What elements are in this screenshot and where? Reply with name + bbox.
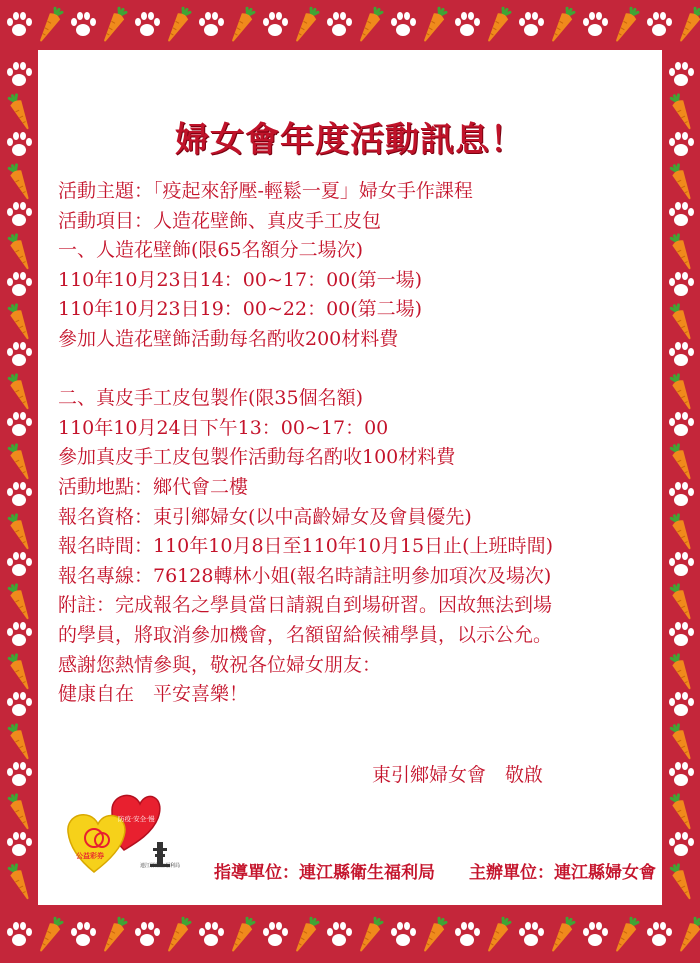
paw-print-icon (4, 340, 34, 370)
carrot-icon (542, 912, 583, 959)
carrot-icon (94, 912, 135, 959)
carrot-icon (222, 2, 263, 49)
carrot-icon (478, 2, 519, 49)
paw-print-icon (4, 690, 34, 720)
carrot-icon (286, 912, 327, 959)
line-section-2: 二、真皮手工皮包製作(限35個名額) (58, 387, 364, 410)
carrot-icon (30, 912, 71, 959)
carrot-icon (286, 2, 327, 49)
paw-print-icon (666, 480, 696, 510)
paw-print-icon (4, 270, 34, 300)
line-thanks: 感謝您熱情參與，敬祝各位婦女朋友： (58, 653, 382, 676)
carrot-icon (350, 2, 391, 49)
paw-print-icon (4, 760, 34, 790)
line-session-2: 110年10月23日19：00~22：00(第二場) (58, 298, 423, 321)
carrot-icon (158, 2, 199, 49)
notice-body (58, 177, 658, 710)
carrot-icon (663, 89, 700, 135)
line-theme: 活動主題：「疫起來舒壓-輕鬆一夏」婦女手作課程 (58, 180, 473, 202)
paw-print-icon (4, 620, 34, 650)
carrot-icon (606, 912, 647, 959)
line-wishes: 健康自在 平安喜樂！ (58, 683, 249, 706)
carrot-icon (222, 912, 263, 959)
carrot-icon (663, 229, 700, 275)
notice-title: 婦女會年度活動訊息！ (175, 120, 525, 160)
line-note-1: 附註：完成報名之學員當日請親自到場研習。因故無法到場 (58, 594, 553, 617)
carrot-icon (1, 649, 40, 695)
line-session-3: 110年10月24日下午13：00~17：00 (58, 416, 389, 439)
svg-text:公益彩券: 公益彩券 (76, 852, 104, 860)
carrot-icon (606, 2, 647, 49)
paw-print-icon (666, 760, 696, 790)
carrot-icon (94, 2, 135, 49)
carrot-icon (350, 912, 391, 959)
carrot-icon (670, 912, 700, 959)
carrot-icon (663, 369, 700, 415)
line-signup-time: 報名時間：110年10月8日至110年10月15日止(上班時間) (58, 535, 553, 558)
line-fee-2: 參加真皮手工皮包製作活動每名酌收100材料費 (58, 446, 456, 469)
line-section-1: 一、人造花壁飾(限65名額分二場次) (58, 239, 364, 262)
line-location: 活動地點：鄉代會二樓 (58, 475, 249, 498)
carrot-icon (663, 789, 700, 835)
carrot-icon (663, 299, 700, 345)
line-signup-phone: 報名專線：76128轉林小姐(報名時請註明參加項次及場次) (58, 564, 552, 587)
carrot-icon (663, 579, 700, 625)
carrot-icon (663, 159, 700, 205)
carrot-icon (663, 509, 700, 555)
carrot-icon (1, 229, 40, 275)
carrot-icon (542, 2, 583, 49)
carrot-icon (1, 369, 40, 415)
carrot-icon (414, 2, 455, 49)
paw-print-icon (666, 830, 696, 860)
carrot-icon (1, 859, 40, 905)
carrot-icon (158, 912, 199, 959)
line-blank (58, 355, 658, 385)
line-note-2: 的學員，將取消參加機會，名額留給候補學員，以示公允。 (58, 623, 553, 646)
carrot-icon (1, 509, 40, 555)
carrot-icon (1, 89, 40, 135)
carrot-icon (1, 789, 40, 835)
carrot-icon (1, 719, 40, 765)
carrot-icon (1, 299, 40, 345)
paw-print-icon (666, 620, 696, 650)
paw-print-icon (666, 340, 696, 370)
carrot-icon (414, 912, 455, 959)
paw-print-icon (4, 480, 34, 510)
carrot-icon (30, 2, 71, 49)
line-eligibility: 報名資格：東引鄉婦女(以中高齡婦女及會員優先) (58, 505, 472, 528)
paw-print-icon (4, 60, 34, 90)
line-session-1: 110年10月23日14：00~17：00(第一場) (58, 268, 423, 291)
paw-print-icon (4, 830, 34, 860)
svg-text:防疫·安全·慢: 防疫·安全·慢 (118, 815, 155, 823)
paw-print-icon (4, 410, 34, 440)
carrot-icon (1, 439, 40, 485)
paw-print-icon (666, 270, 696, 300)
paw-print-icon (666, 130, 696, 160)
organizers-footer: 指導單位：連江縣衛生福利局 主辦單位：連江縣婦女會 (214, 863, 656, 883)
carrot-icon (663, 649, 700, 695)
carrot-icon (663, 439, 700, 485)
carrot-icon (663, 859, 700, 905)
tower-emblem-caption: 連江縣衛生福利局 (140, 863, 181, 869)
line-items: 活動項目：人造花壁飾、真皮手工皮包 (58, 209, 382, 232)
signature: 東引鄉婦女會 敬啟 (372, 764, 544, 786)
carrot-icon (663, 719, 700, 765)
line-fee-1: 參加人造花壁飾活動每名酌收200材料費 (58, 327, 399, 350)
paw-print-icon (666, 200, 696, 230)
carrot-icon (1, 579, 40, 625)
paw-print-icon (666, 690, 696, 720)
carrot-icon (670, 2, 700, 49)
paw-print-icon (666, 410, 696, 440)
paw-print-icon (4, 130, 34, 160)
paw-print-icon (4, 200, 34, 230)
paw-print-icon (666, 550, 696, 580)
carrot-icon (1, 159, 40, 205)
paw-print-icon (666, 60, 696, 90)
carrot-icon (478, 912, 519, 959)
notice-sheet (38, 50, 662, 905)
paw-print-icon (4, 550, 34, 580)
